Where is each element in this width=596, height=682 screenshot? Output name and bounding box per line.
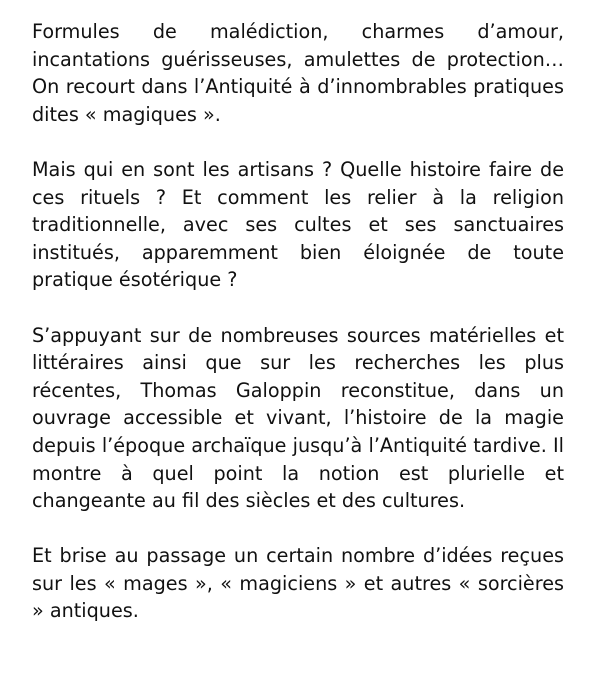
book-blurb: [32, 18, 564, 625]
paragraph-questions: Mais qui en sont les artisans ? Quelle histoire faire de ces rituels ? Et comment les relier à la religion traditionnelle, avec ses cultes et ses sanctuaires institués, apparemment bien éloignée de toute pratique ésotérique ?: [32, 157, 564, 292]
paragraph-intro: Formules de malédiction, charmes d’amour, incantations guérisseuses, amulettes de protection… On recourt dans l’Antiquité à d’innombrables pratiques dites « magiques ».: [32, 20, 564, 126]
paragraph-author-work: S’appuyant sur de nombreuses sources matérielles et littéraires ainsi que sur les recherches les plus récentes, Thomas Galoppin reconstitue, dans un ouvrage accessible et vivant, l’histoire de la magie depuis l’époque archaïque jusqu’à l’Antiquité tardive. Il montre à quel point la notion est plurielle et changeante au fil des siècles et des cultures.: [32, 323, 564, 513]
paragraph-closing: Et brise au passage un certain nombre d’idées reçues sur les « mages », « magiciens » et autres « sorcières » antiques.: [32, 544, 564, 623]
